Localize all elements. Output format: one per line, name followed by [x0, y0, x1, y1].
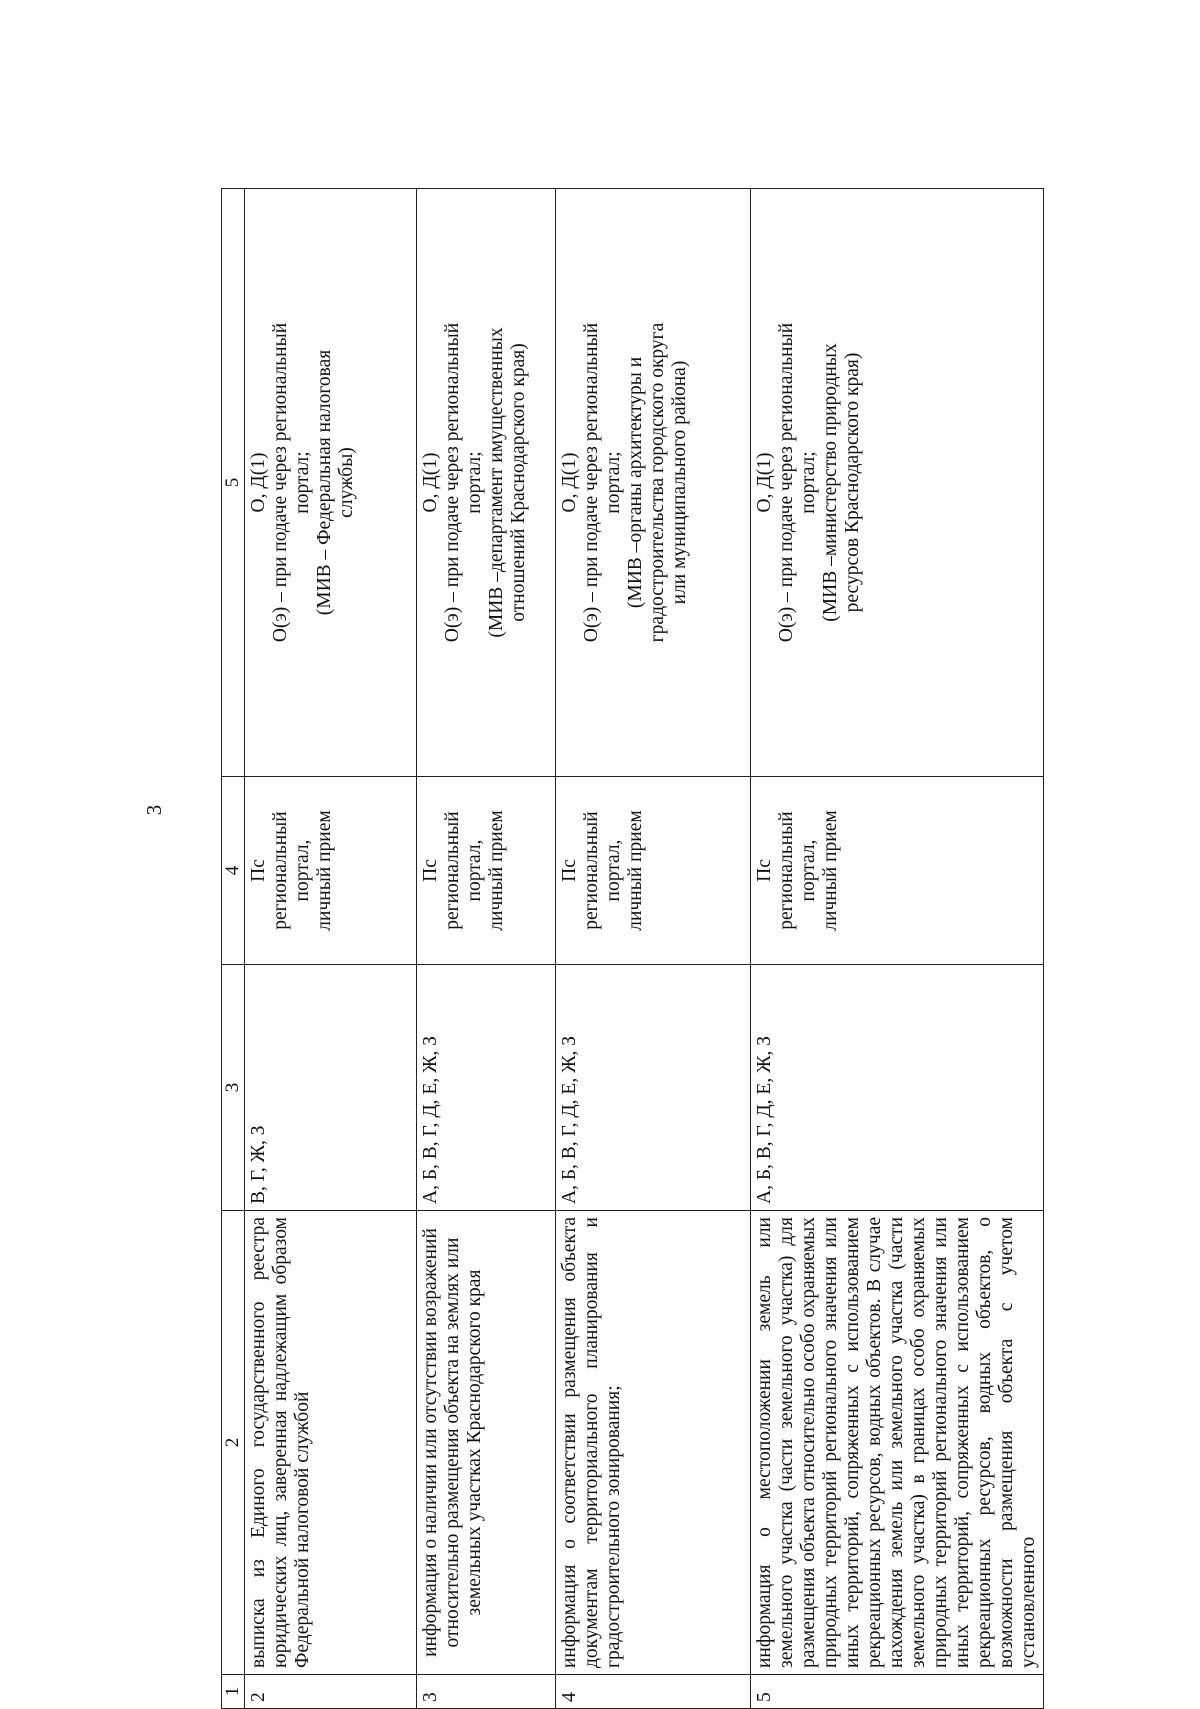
requirement-line: портал; [603, 451, 624, 514]
requirement-line: (МИВ –органы архитектуры и [625, 356, 646, 609]
requirement-line: О(э) – при подаче через региональный [776, 322, 797, 643]
applicant-categories: А, Б, В, Г, Д, Е, Ж, З [751, 965, 1044, 1211]
document-name: информация о наличии или отсутствии возражений относительно размещения объекта на землях или земельных участках Краснодарского края [417, 1211, 556, 1675]
document-name: информация о местоположении земель или земельного участка (части земельного участка) для размещения объекта относительно особо охраняемых природных территорий регионального значения или иных территорий, сопряженных с использованием рекреационных ресурсов, водных объектов. В случае нахождения земель или земельного участка (части земельного участка) в границах особо охраняемых природных территорий регионального значения или иных территорий, сопряженных с использованием рекреационных ресурсов, водных объектов, о возможности размещения объекта с учетом установленного [751, 1211, 1044, 1675]
requirement-line: портал; [464, 451, 485, 514]
requirement-line: портал; [798, 451, 819, 514]
table-row [245, 189, 417, 1709]
applicant-categories: А, Б, В, Г, Д, Е, Ж, З [417, 965, 556, 1211]
requirement-line: О, Д(1) [248, 452, 269, 513]
form-channel: портал, [798, 839, 819, 902]
table-row [556, 189, 751, 1709]
form-channel: личный прием [820, 810, 841, 931]
rotated-table-container [221, 189, 1039, 1709]
header-row [222, 189, 245, 1709]
submission-form [556, 777, 751, 965]
submission-requirements [417, 189, 556, 777]
form-type: Пс [559, 859, 580, 882]
applicant-categories: В, Г, Ж, З [245, 965, 417, 1211]
form-channel: личный прием [486, 810, 507, 931]
requirement-line: ресурсов Краснодарского края) [842, 352, 863, 613]
table-row [417, 189, 556, 1709]
requirement-line: портал; [292, 451, 313, 514]
form-type: Пс [248, 859, 269, 882]
requirement-line: О, Д(1) [420, 452, 441, 513]
submission-requirements [245, 189, 417, 777]
requirement-line: О, Д(1) [559, 452, 580, 513]
submission-form [245, 777, 417, 965]
form-channel: портал, [292, 839, 313, 902]
requirement-line: О, Д(1) [754, 452, 775, 513]
requirement-line: или муниципального района) [669, 360, 690, 605]
form-type: Пс [754, 859, 775, 882]
applicant-categories: А, Б, В, Г, Д, Е, Ж, З [556, 965, 751, 1211]
form-channel: региональный [776, 811, 797, 930]
form-channel: портал, [603, 839, 624, 902]
requirement-line: градостроительства городского округа [647, 322, 668, 643]
form-channel: личный прием [625, 810, 646, 931]
form-channel: региональный [442, 811, 463, 930]
row-number: 3 [417, 1675, 556, 1709]
documents-table [221, 188, 1044, 1709]
page-number: 3 [142, 804, 166, 816]
document-name: выписка из Единого государственного реестра юридических лиц, заверенная надлежащим образом Федеральной налоговой службой [245, 1211, 417, 1675]
table-row [751, 189, 1044, 1709]
header-cell-4: 4 [222, 777, 245, 965]
requirement-line: отношений Краснодарского края) [508, 343, 529, 622]
submission-requirements [751, 189, 1044, 777]
requirement-line: О(э) – при подаче через региональный [581, 322, 602, 643]
header-cell-5: 5 [222, 189, 245, 777]
requirement-line: (МИВ –департамент имущественных [486, 327, 507, 638]
requirement-line: (МИВ – Федеральная налоговая [314, 349, 335, 616]
form-channel: региональный [270, 811, 291, 930]
requirement-line: О(э) – при подаче через региональный [270, 322, 291, 643]
row-number: 2 [245, 1675, 417, 1709]
requirement-line: (МИВ –министерство природных [820, 343, 841, 622]
submission-form [417, 777, 556, 965]
form-channel: региональный [581, 811, 602, 930]
header-cell-2: 2 [222, 1211, 245, 1675]
form-channel: личный прием [314, 810, 335, 931]
row-number: 5 [751, 1675, 1044, 1709]
form-type: Пс [420, 859, 441, 882]
submission-form [751, 777, 1044, 965]
row-number: 4 [556, 1675, 751, 1709]
submission-requirements [556, 189, 751, 777]
header-cell-3: 3 [222, 965, 245, 1211]
requirement-line: службы) [336, 447, 357, 518]
document-name: информация о соответствии размещения объекта документам территориального планирования и градостроительного зонирования; [556, 1211, 751, 1675]
form-channel: портал, [464, 839, 485, 902]
header-cell-1: 1 [222, 1675, 245, 1709]
requirement-line: О(э) – при подаче через региональный [442, 322, 463, 643]
